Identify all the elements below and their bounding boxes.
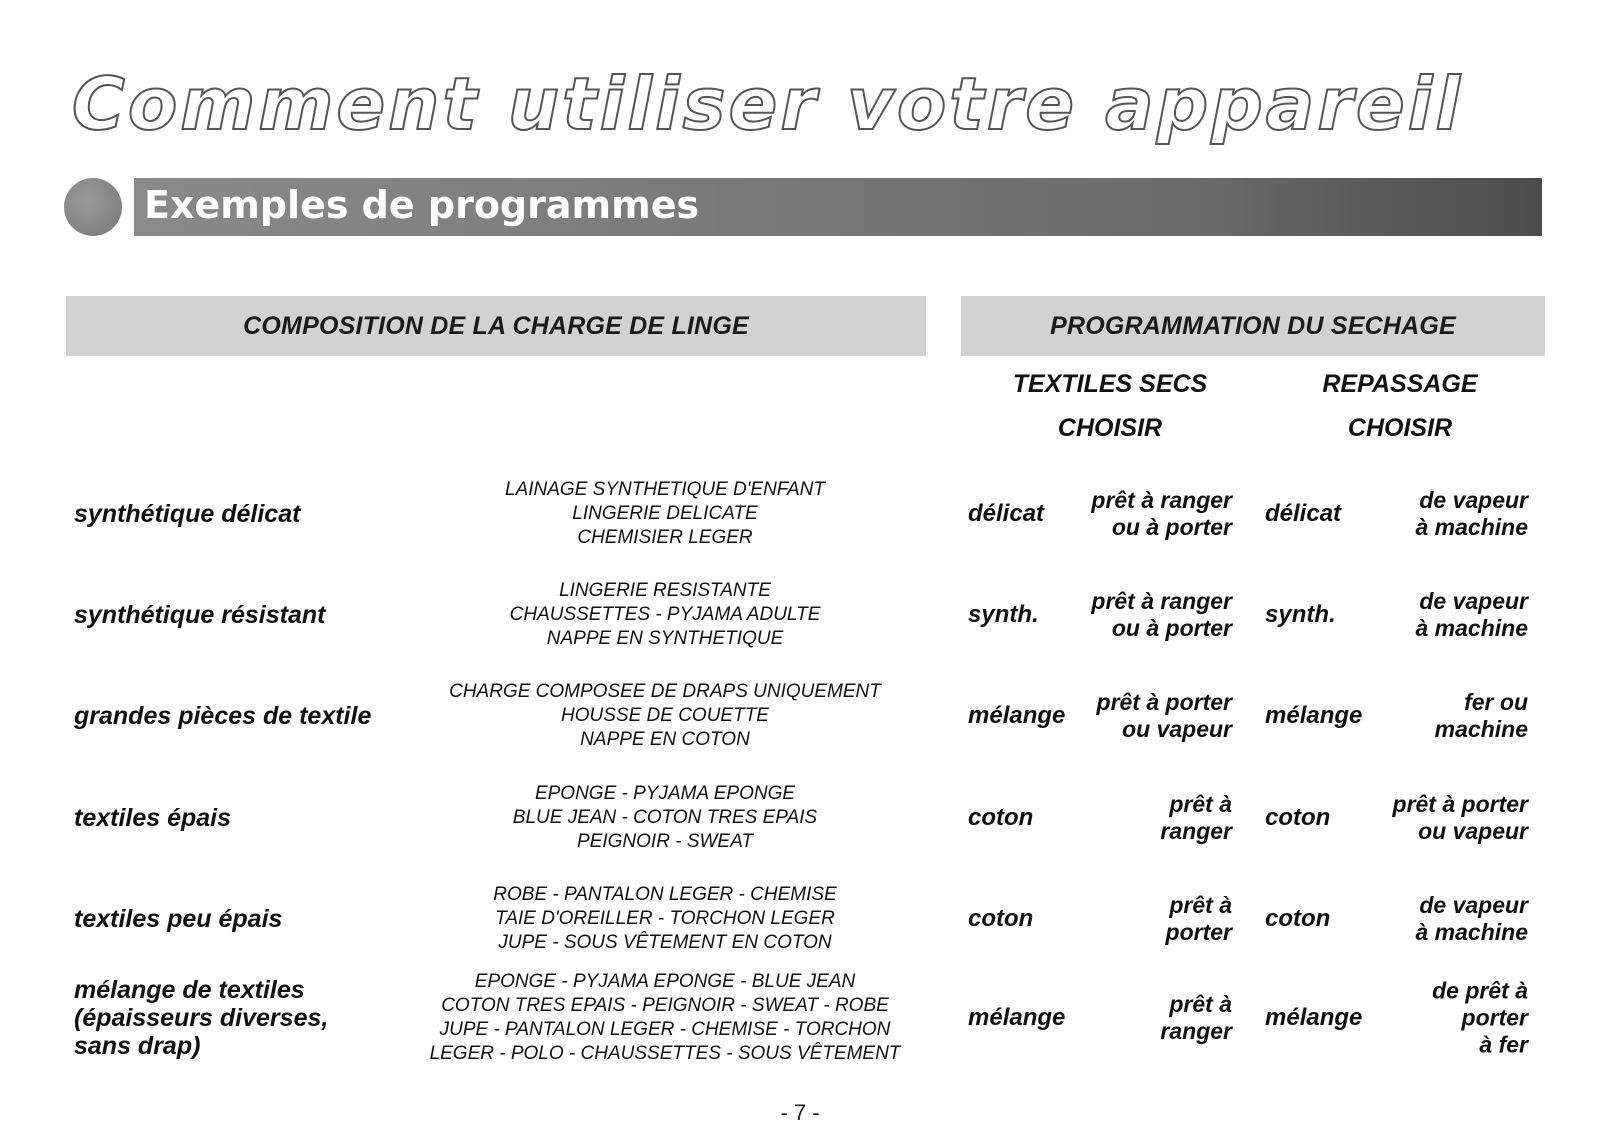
iron-result	[1432, 978, 1528, 1059]
page-number: - 7 -	[780, 1100, 820, 1125]
dry-program: délicat	[968, 500, 1045, 527]
load-examples-line: CHAUSSETTES - PYJAMA ADULTE	[509, 604, 821, 625]
iron-program: mélange	[1265, 702, 1363, 729]
dry-program: mélange	[968, 1004, 1066, 1031]
load-category	[74, 905, 282, 933]
dry-result	[1091, 588, 1232, 642]
dry-result-line: porter	[1165, 919, 1232, 945]
iron-result	[1416, 588, 1529, 642]
iron-result-line: prêt à porter	[1392, 791, 1528, 817]
load-category-line: synthétique délicat	[74, 500, 301, 528]
table-row	[0, 968, 1600, 1068]
header-programmation-label: PROGRAMMATION DU SECHAGE	[1050, 311, 1456, 340]
dry-program: coton	[968, 905, 1034, 932]
load-examples-line: JUPE - SOUS VÊTEMENT EN COTON	[498, 932, 832, 953]
iron-program: coton	[1265, 905, 1331, 932]
iron-result-line: de vapeur	[1419, 588, 1528, 614]
load-category	[74, 702, 371, 730]
load-examples-line: NAPPE EN SYNTHETIQUE	[546, 628, 784, 649]
iron-result-line: à machine	[1415, 514, 1528, 540]
dry-program: synth.	[968, 601, 1039, 628]
iron-result-line: à fer	[1479, 1031, 1528, 1058]
iron-result-line: porter	[1461, 1004, 1528, 1031]
load-examples	[400, 680, 930, 752]
dry-result-line: prêt à	[1169, 991, 1232, 1017]
load-examples-line: LINGERIE RESISTANTE	[559, 580, 771, 601]
subhead-repassage: REPASSAGE	[1322, 370, 1478, 398]
subhead-iron-choisir: CHOISIR	[1347, 414, 1453, 442]
subhead-dry-choisir: CHOISIR	[1057, 414, 1163, 442]
load-category	[74, 976, 328, 1060]
iron-result	[1416, 892, 1529, 946]
load-category-line: textiles épais	[74, 804, 232, 832]
iron-result-line: à machine	[1415, 919, 1528, 945]
load-examples-line: JUPE - PANTALON LEGER - CHEMISE - TORCHON	[439, 1019, 891, 1040]
dry-result-line: ranger	[1160, 818, 1232, 844]
dry-result	[1160, 791, 1232, 845]
dry-result-line: prêt à ranger	[1091, 588, 1232, 614]
iron-result-line: de vapeur	[1419, 892, 1528, 918]
dry-result	[1097, 689, 1232, 743]
load-examples-line: EPONGE - PYJAMA EPONGE	[534, 783, 796, 804]
header-programmation	[961, 296, 1545, 356]
dry-result-line: prêt à	[1169, 791, 1232, 817]
dry-result-line: ranger	[1160, 1018, 1232, 1044]
load-examples-line: LEGER - POLO - CHAUSSETTES - SOUS VÊTEMENT	[429, 1043, 901, 1064]
dry-program: mélange	[968, 702, 1066, 729]
load-examples	[400, 883, 930, 955]
iron-result	[1435, 689, 1528, 743]
load-category-line: (épaisseurs diverses,	[74, 1004, 329, 1032]
load-examples-line: NAPPE EN COTON	[580, 729, 750, 750]
dry-result	[1091, 487, 1232, 541]
section-title: Exemples de programmes	[144, 183, 700, 227]
table-row	[0, 666, 1600, 766]
load-examples	[400, 970, 930, 1066]
load-examples-line: CHEMISIER LEGER	[577, 527, 753, 548]
dry-result-line: prêt à ranger	[1091, 487, 1232, 513]
iron-program: délicat	[1265, 500, 1342, 527]
subhead-textiles-secs: TEXTILES SECS	[1012, 370, 1208, 398]
iron-program: coton	[1265, 804, 1331, 831]
load-category	[74, 601, 325, 629]
table-row	[0, 869, 1600, 969]
dry-program: coton	[968, 804, 1034, 831]
load-examples-line: TAIE D'OREILLER - TORCHON LEGER	[495, 908, 835, 929]
iron-result-line: de vapeur	[1419, 487, 1528, 513]
load-category-line: mélange de textiles	[74, 976, 305, 1004]
load-examples-line: LINGERIE DELICATE	[572, 503, 758, 524]
table-row	[0, 464, 1600, 564]
dry-result-line: prêt à	[1169, 892, 1232, 918]
load-category-line: sans drap)	[74, 1032, 201, 1060]
dry-result-line: ou vapeur	[1122, 716, 1232, 742]
load-examples-line: PEIGNOIR - SWEAT	[577, 831, 753, 852]
load-category-line: grandes pièces de textile	[74, 702, 372, 730]
load-category-line: synthétique résistant	[74, 601, 326, 629]
dry-result-line: ou à porter	[1111, 615, 1232, 641]
header-composition	[66, 296, 926, 356]
load-examples-line: CHARGE COMPOSEE DE DRAPS UNIQUEMENT	[449, 681, 881, 702]
load-examples	[400, 782, 930, 854]
iron-program: synth.	[1265, 601, 1336, 628]
load-examples	[400, 579, 930, 651]
load-examples-line: BLUE JEAN - COTON TRES EPAIS	[512, 807, 818, 828]
table-row	[0, 768, 1600, 868]
iron-program: mélange	[1265, 1004, 1363, 1031]
header-composition-label: COMPOSITION DE LA CHARGE DE LINGE	[243, 311, 749, 340]
iron-result	[1416, 487, 1529, 541]
iron-result-line: de prêt à	[1432, 977, 1528, 1004]
load-examples-line: ROBE - PANTALON LEGER - CHEMISE	[493, 884, 837, 905]
iron-result-line: fer ou	[1464, 689, 1528, 715]
load-category	[74, 500, 300, 528]
table-row	[0, 565, 1600, 665]
dry-result	[1166, 892, 1232, 946]
section-bullet-icon	[64, 178, 122, 236]
page-title: Comment utiliser votre appareil	[72, 62, 1464, 146]
load-examples-line: COTON TRES EPAIS - PEIGNOIR - SWEAT - ROBE	[441, 995, 889, 1016]
load-category-line: textiles peu épais	[74, 905, 283, 933]
iron-result-line: machine	[1434, 716, 1528, 742]
iron-result-line: à machine	[1415, 615, 1528, 641]
load-examples	[400, 478, 930, 550]
load-category	[74, 804, 231, 832]
dry-result-line: prêt à porter	[1096, 689, 1232, 715]
dry-result-line: ou à porter	[1111, 514, 1232, 540]
load-examples-line: HOUSSE DE COUETTE	[561, 705, 769, 726]
iron-result	[1393, 791, 1528, 845]
iron-result-line: ou vapeur	[1418, 818, 1528, 844]
dry-result	[1160, 991, 1232, 1045]
load-examples-line: EPONGE - PYJAMA EPONGE - BLUE JEAN	[474, 971, 856, 992]
load-examples-line: LAINAGE SYNTHETIQUE D'ENFANT	[505, 479, 825, 500]
